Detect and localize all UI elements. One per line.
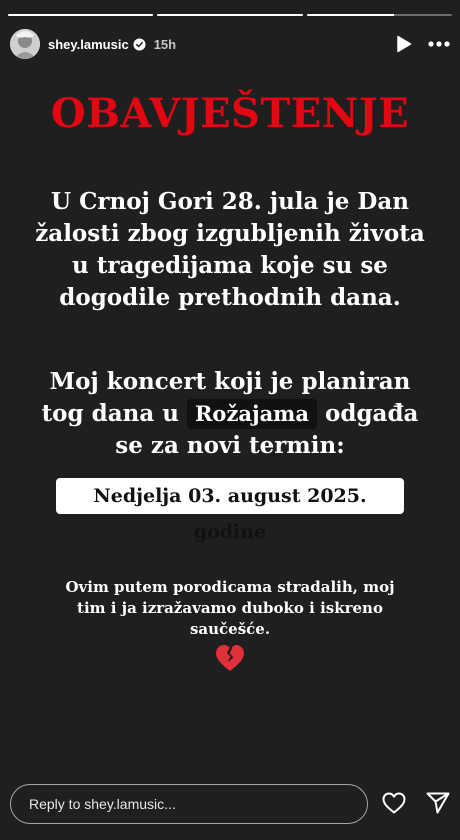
play-icon[interactable]: [396, 35, 412, 53]
story-header: [10, 28, 450, 60]
timestamp: 15h: [153, 36, 177, 52]
story-paragraph-2: [30, 366, 430, 462]
like-heart-icon[interactable]: [382, 792, 406, 814]
progress-fill: [157, 14, 302, 16]
reply-input[interactable]: [11, 785, 367, 823]
story-title: OBAVJEŠTENJE: [50, 90, 410, 137]
send-icon[interactable]: [426, 792, 450, 814]
username[interactable]: shey.lamusic: [48, 36, 129, 52]
paragraph-2-text-b: odgađa se za novi termin:: [115, 400, 419, 459]
broken-heart-icon: [0, 644, 460, 676]
progress-segment: [157, 14, 302, 16]
location-highlight: Rožajama: [187, 399, 317, 429]
progress-segment: [8, 14, 153, 16]
paragraph-2-text-a: Moj koncert koji je planiran tog dana u: [41, 368, 411, 427]
avatar[interactable]: [10, 29, 40, 59]
reply-bar: [10, 784, 368, 824]
story-paragraph-3: Ovim putem porodicama stradalih, moj tim i ja izražavamo duboko i iskreno saučešće.: [65, 578, 395, 638]
date-label: Nedjelja 03. august 2025. godine: [56, 478, 404, 514]
story-paragraph-1: U Crnoj Gori 28. jula je Dan žalosti zbog izgubljenih života u tragedijama koje su se dogodile prethodnih dana.: [35, 188, 425, 311]
story-actions: [382, 792, 450, 814]
verified-badge-icon: [133, 38, 146, 51]
progress-fill: [8, 14, 153, 16]
story-progress-bar: [8, 14, 452, 16]
story-content: [0, 90, 460, 638]
progress-segment: [307, 14, 452, 16]
more-icon[interactable]: [428, 41, 450, 47]
progress-fill: [307, 14, 394, 16]
